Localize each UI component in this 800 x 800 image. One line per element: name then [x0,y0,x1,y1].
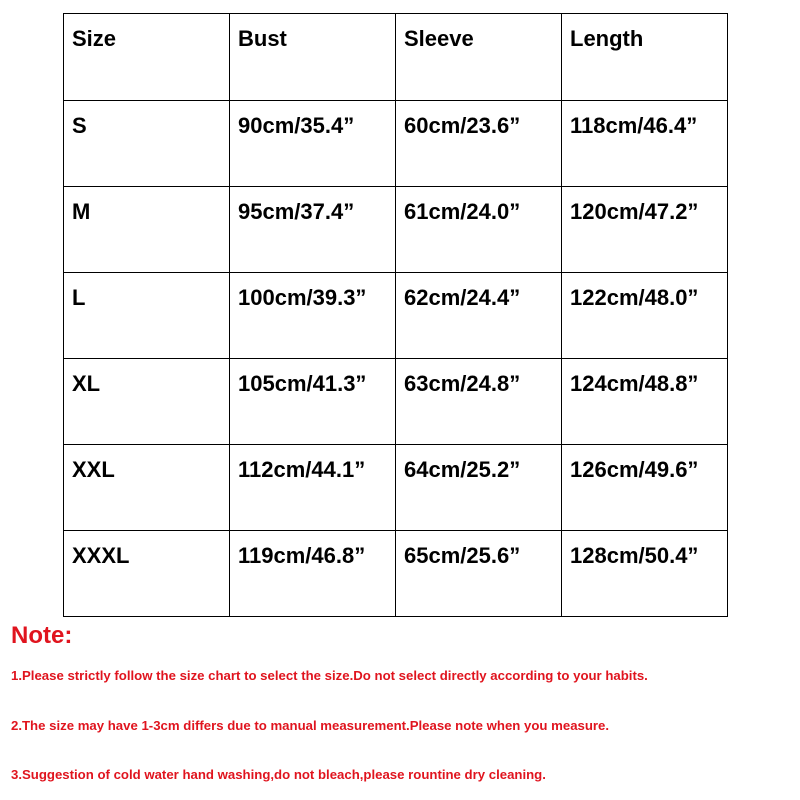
cell-bust: 112cm/44.1” [230,445,396,531]
table-row [64,101,728,187]
table-row [64,445,728,531]
cell-size: M [64,187,230,273]
table-header-row [64,14,728,101]
note-title: Note: [11,622,73,649]
cell-size: S [64,101,230,187]
note-line-3: 3.Suggestion of cold water hand washing,do not bleach,please rountine dry cleaning. [11,767,546,782]
cell-sleeve: 61cm/24.0” [396,187,562,273]
cell-sleeve: 64cm/25.2” [396,445,562,531]
cell-sleeve: 60cm/23.6” [396,101,562,187]
cell-length: 120cm/47.2” [562,187,728,273]
size-chart-table [63,13,728,617]
cell-sleeve: 63cm/24.8” [396,359,562,445]
cell-length: 124cm/48.8” [562,359,728,445]
cell-bust: 119cm/46.8” [230,531,396,617]
table-row [64,531,728,617]
note-line-1: 1.Please strictly follow the size chart to select the size.Do not select directly according to your habits. [11,668,648,683]
cell-length: 118cm/46.4” [562,101,728,187]
cell-bust: 100cm/39.3” [230,273,396,359]
table-row [64,359,728,445]
cell-size: XXL [64,445,230,531]
cell-bust: 90cm/35.4” [230,101,396,187]
cell-sleeve: 62cm/24.4” [396,273,562,359]
cell-length: 122cm/48.0” [562,273,728,359]
table-row [64,187,728,273]
cell-size: L [64,273,230,359]
cell-length: 128cm/50.4” [562,531,728,617]
cell-size: XXXL [64,531,230,617]
note-line-2: 2.The size may have 1-3cm differs due to manual measurement.Please note when you measure. [11,718,610,733]
header-length: Length [562,14,728,101]
header-size: Size [64,14,230,101]
cell-bust: 95cm/37.4” [230,187,396,273]
cell-sleeve: 65cm/25.6” [396,531,562,617]
cell-size: XL [64,359,230,445]
cell-bust: 105cm/41.3” [230,359,396,445]
header-bust: Bust [230,14,396,101]
header-sleeve: Sleeve [396,14,562,101]
table-row [64,273,728,359]
cell-length: 126cm/49.6” [562,445,728,531]
